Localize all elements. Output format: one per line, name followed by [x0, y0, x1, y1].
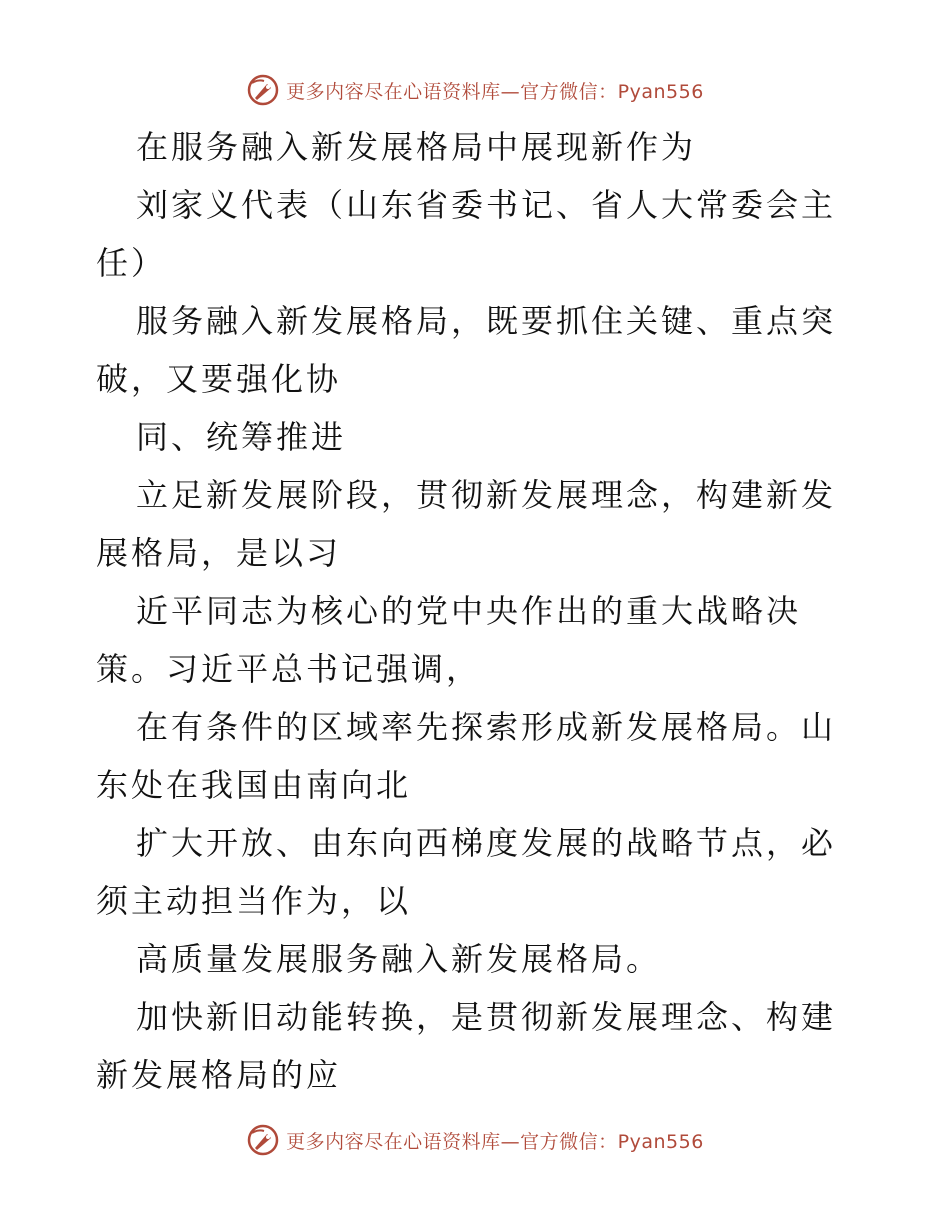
document-title: 在服务融入新发展格局中展现新作为	[136, 128, 697, 166]
pen-nib-logo-icon	[246, 1123, 280, 1157]
paragraph: 在有条件的区域率先探索形成新发展格局。山东处在我国由南向北	[96, 708, 837, 804]
paragraph: 服务融入新发展格局，既要抓住关键、重点突破，又要强化协	[96, 302, 837, 398]
author-line: 刘家义代表（山东省委书记、省人大常委会主任）	[96, 186, 837, 282]
pen-nib-logo-icon	[246, 73, 280, 107]
document-body	[96, 118, 856, 1104]
paragraph: 立足新发展阶段，贯彻新发展理念，构建新发展格局，是以习	[96, 476, 837, 572]
paragraph: 同、统筹推进	[136, 418, 347, 456]
paragraph: 高质量发展服务融入新发展格局。	[136, 940, 662, 978]
paragraph: 加快新旧动能转换，是贯彻新发展理念、构建新发展格局的应	[96, 998, 837, 1094]
paragraph: 扩大开放、由东向西梯度发展的战略节点，必须主动担当作为，以	[96, 824, 837, 920]
footer-watermark	[0, 1120, 950, 1160]
watermark-text: 更多内容尽在心语资料库—官方微信：Pyan556	[286, 80, 704, 103]
paragraph: 近平同志为核心的党中央作出的重大战略决策。习近平总书记强调，	[96, 592, 802, 688]
watermark-text: 更多内容尽在心语资料库—官方微信：Pyan556	[286, 1130, 704, 1153]
header-watermark	[0, 70, 950, 110]
